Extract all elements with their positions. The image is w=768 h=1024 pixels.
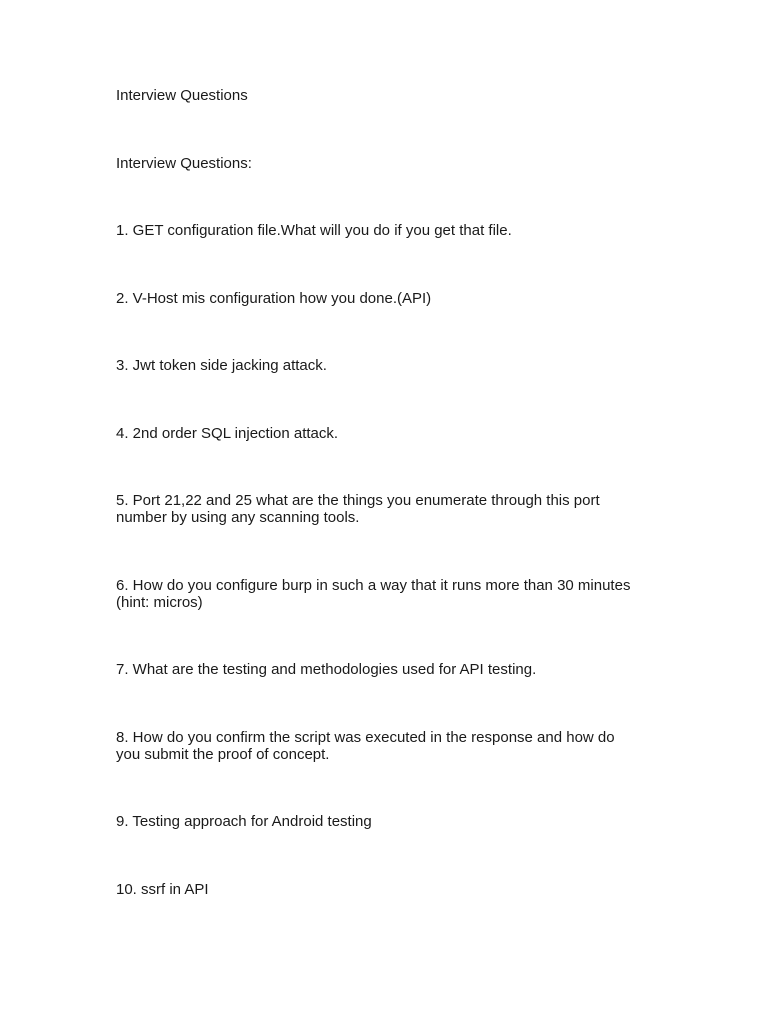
question-9-line-1: 9. Testing approach for Android testing (116, 813, 372, 830)
question-6-line-1: 6. How do you configure burp in such a way that it runs more than 30 minutes (116, 577, 631, 594)
question-10-line-1: 10. ssrf in API (116, 881, 209, 898)
question-5-line-1: 5. Port 21,22 and 25 what are the things you enumerate through this port (116, 492, 600, 509)
question-1 (116, 222, 666, 239)
question-3-line-1: 3. Jwt token side jacking attack. (116, 357, 327, 374)
question-7 (116, 661, 666, 678)
question-10 (116, 881, 666, 898)
question-6-line-2: (hint: micros) (116, 594, 203, 611)
question-4-line-1: 4. 2nd order SQL injection attack. (116, 425, 339, 442)
question-9 (116, 813, 666, 830)
question-2-line-1: 2. V-Host mis configuration how you done.(API) (116, 290, 432, 307)
document-subtitle: Interview Questions: (116, 155, 252, 172)
question-2 (116, 290, 666, 307)
question-8-line-2: you submit the proof of concept. (116, 746, 330, 763)
question-7-line-1: 7. What are the testing and methodologies used for API testing. (116, 661, 537, 678)
question-6 (116, 577, 666, 611)
question-8-line-1: 8. How do you confirm the script was executed in the response and how do (116, 729, 615, 746)
question-5 (116, 492, 666, 526)
question-4 (116, 425, 666, 442)
document-title: Interview Questions (116, 87, 248, 104)
question-8 (116, 729, 666, 763)
question-1-line-1: 1. GET configuration file.What will you do if you get that file. (116, 222, 512, 239)
question-3 (116, 357, 666, 374)
question-5-line-2: number by using any scanning tools. (116, 509, 360, 526)
